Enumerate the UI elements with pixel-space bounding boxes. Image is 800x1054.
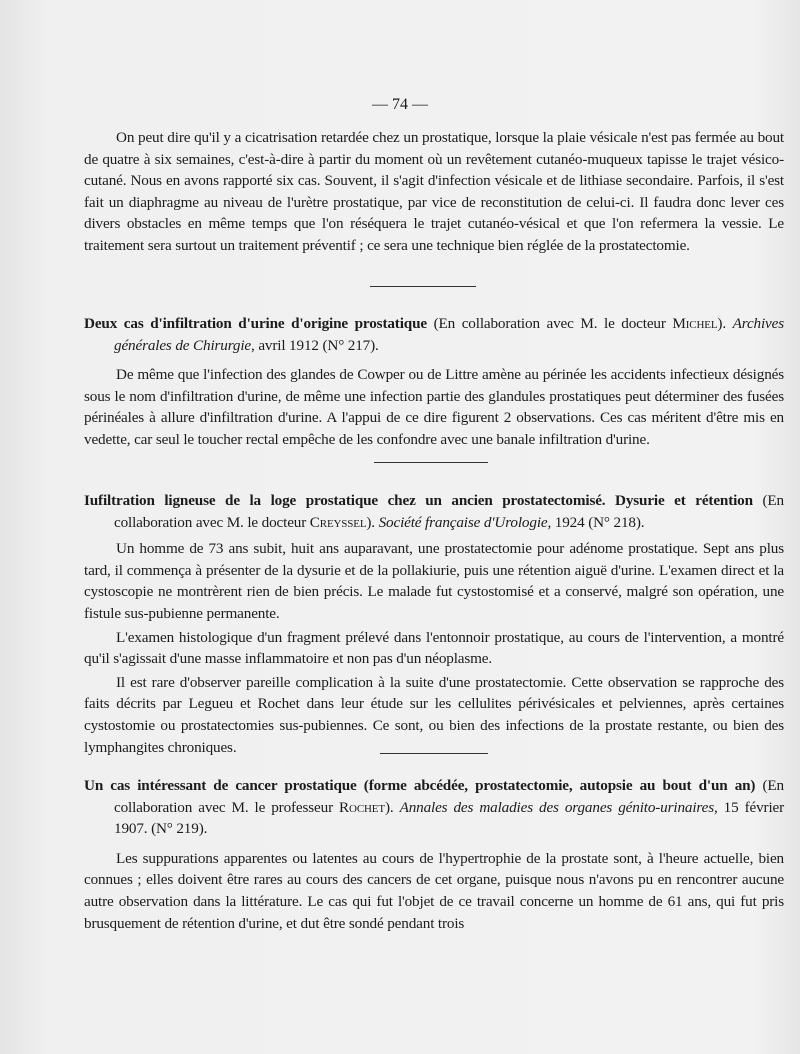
collaborator-name: Michel	[672, 315, 718, 332]
section-cancer-prostatique	[84, 775, 784, 934]
collaborator-name: Creyssel	[309, 513, 367, 531]
section-title: Iufiltration ligneuse de la loge prostatique chez un ancien prostatectomisé. Dysurie et rétention	[84, 492, 753, 509]
journal-name: Annales des maladies des organes génito-urinaires	[399, 798, 714, 816]
reference: , 15 février 1907. (N° 219).	[114, 798, 785, 838]
page-number: — 74 —	[372, 96, 428, 113]
collaboration-text: (En collaboration avec M. le docteur	[114, 492, 784, 531]
section-heading	[84, 313, 784, 356]
section-heading	[84, 775, 784, 840]
section-divider	[374, 462, 488, 463]
intro-section	[84, 127, 784, 257]
section-paragraph: L'examen histologique d'un fragment prélevé dans l'entonnoir prostatique, au cours de l'intervention, a montré qu'il s'agissait d'une masse inflammatoire et non pas d'un néoplasme.	[84, 628, 784, 668]
reference: , 1924 (N° 218).	[547, 513, 645, 531]
section-divider	[380, 753, 488, 754]
collaboration-close: ).	[717, 315, 726, 332]
section-paragraph: Les suppurations apparentes ou latentes au cours de l'hypertrophie de la prostate sont, à l'heure actuelle, bien connues ; elles doivent être rares au cours des cancers de cet organe, puisque nous n'avons pu en rencontrer aucune autre observation dans la littérature. Le cas qui fut l'objet de ce travail concerne un homme de 61 ans, qui fut pris brusquement de rétention d'urine, et dut être sondé pendant trois	[84, 849, 784, 932]
journal-name: Archives générales de Chirurgie	[114, 315, 784, 354]
collaboration-close: ).	[366, 513, 379, 531]
intro-paragraph: On peut dire qu'il y a cicatrisation retardée chez un prostatique, lorsque la plaie vésicale n'est pas fermée au bout de quatre à six semaines, c'est-à-dire à partir du moment où un revêtement cutanéo-muqueux tapisse le trajet vésico-cutané. Nous en avons rapporté six cas. Souvent, il s'agit d'infection vésicale et de lithiase secondaire. Parfois, il s'est fait un diaphragme au niveau de l'urètre prostatique, par vice de reconstitution de celui-ci. Il faudra donc lever ces divers obstacles en même temps que l'on réséquera le trajet cutanéo-vésical et que l'on refermera la vessie. Le traitement sera surtout un traitement préventif ; ce sera une technique bien réglée de la prostatectomie.	[84, 129, 784, 254]
section-paragraph: De même que l'infection des glandes de Cowper ou de Littre amène au périnée les accidents infectieux désignés sous le nom d'infiltration d'urine, de même une infection partie des glandules prostatiques peut déterminer des fusées périnéales à allure d'infiltration d'urine. A l'appui de ce dire figurent 2 observations. Ces cas méritent d'être mis en vedette, car seul le toucher rectal empêche de les confondre avec une banale infiltration d'urine.	[84, 366, 784, 448]
section-infiltration-ligneuse	[84, 490, 784, 758]
section-divider	[370, 286, 476, 287]
journal-name: Société française d'Urologie	[378, 513, 548, 531]
collaboration-close: ).	[384, 798, 400, 816]
collaborator-name: Rochet	[339, 798, 385, 816]
reference: , avril 1912 (N° 217).	[251, 336, 379, 354]
section-infiltration-urine	[84, 313, 784, 451]
section-heading	[84, 490, 784, 533]
section-title: Deux cas d'infiltration d'urine d'origine prostatique	[84, 315, 427, 332]
section-paragraph: Il est rare d'observer pareille complication à la suite d'une prostatectomie. Cette observation se rapproche des faits décrits par Legueu et Rochet dans leur étude sur les cellulites périvésicales et pelviennes, après certaines cystostomie ou prostatectomies sus-pubiennes. Ce sont, ou bien des infections de la prostate restante, ou bien des lymphangites chroniques.	[84, 673, 784, 756]
collaboration-text: (En collaboration avec M. le professeur	[114, 777, 784, 816]
section-paragraph: Un homme de 73 ans subit, huit ans auparavant, une prostatectomie pour adénome prostatique. Sept ans plus tard, il commença à présenter de la dysurie et de la pollakiurie, puis une rétention aiguë d'urine. L'examen direct et la cystoscopie ne montrèrent rien de bien précis. Le malade fut cystostomisé et a conservé, malgré son opération, une fistule sus-pubienne permanente.	[84, 540, 784, 622]
collaboration-text: (En collaboration avec M. le docteur	[426, 315, 673, 332]
section-title: Un cas intéressant de cancer prostatique (forme abcédée, prostatectomie, autopsie au bout d'un an)	[84, 777, 756, 794]
